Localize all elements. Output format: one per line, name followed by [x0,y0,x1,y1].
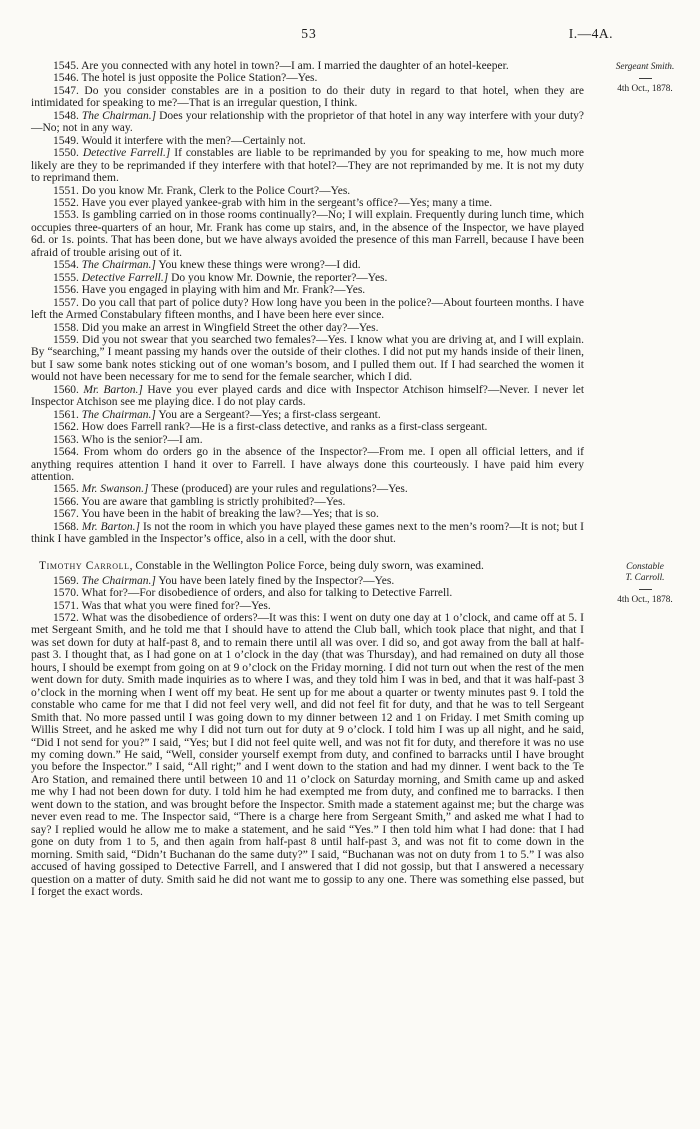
speaker-name: The Chairman.] [81,408,156,421]
testimony-paragraph [31,259,584,271]
question-number: 1566. [53,495,79,508]
testimony-paragraph [31,483,584,495]
margin-note-witness: T. Carroll. [625,572,665,583]
testimony-paragraph [31,272,584,284]
question-answer-text: From whom do orders go in the absence of the Inspector?—From me. I open all official letters, and if anything requires attention I hand it over to Farrell. I have always done this courteously. I have paid him every attention. [31,446,584,483]
speaker-name: Mr. Barton.] [81,520,140,533]
speaker-name: The Chairman.] [81,574,156,587]
question-answer-text: Do you know Mr. Frank, Clerk to the Police Court?—Yes. [81,184,351,197]
testimony-paragraph [31,600,584,612]
testimony-paragraph [31,284,584,296]
testimony-paragraph [31,434,584,446]
question-number: 1548. [53,109,79,122]
question-answer-text: Does your relationship with the proprietor of that hotel in any way interfere with your duty?—No; not in any way. [31,109,585,135]
question-answer-text: Did you not swear that you searched two females?—Yes. I know what you are driving at, and I will explain. By “searching,” I meant passing my hands over the outside of their clothes. I did not put my hands inside of their linen, but I saw some bank notes sticking out of one woman’s bosom, and I pulled them out. If I had searched the women it would not have been necessary for me to send for the female searcher, which I did. [31,333,585,384]
question-number: 1545. [53,60,79,72]
question-number: 1568. [53,520,79,533]
question-number: 1551. [53,184,79,197]
speaker-name: Detective Farrell.] [81,271,169,284]
question-number: 1560. [53,383,79,396]
witness-heading [31,560,584,573]
testimony-paragraph [31,147,584,184]
question-number: 1549. [53,134,79,147]
question-number: 1561. [53,408,79,421]
question-number: 1562. [53,421,79,434]
question-number: 1558. [53,321,79,334]
page-header [31,26,613,42]
question-answer-text: The hotel is just opposite the Police Station?—Yes. [81,72,318,85]
testimony-paragraph [31,446,584,483]
question-answer-text: What was the disobedience of orders?—It was this: I went on duty one day at 1 o’clock, and came off at 5. I met Sergeant Smith, and he told me that I should have to attend the Club ball, which took place that night, and that I was set down for duty at half-past 8, and to remain there until all was over. I did so, and got away from the ball at half-past 3. I thought that, as I had gone on at 1 o’clock in the day (that was Thursday), and had remained on duty all those hours, I should be exempt from going on at 9 o’clock on the Friday morning. I did not turn out when the rest of the men went down for duty. Smith made inquiries as to where I was, and they told him I was in bed, and that it was half-past 3 o’clock in the morning when I went off my beat. He sent up for me about a quarter or twenty minutes past 9. I told the constable who came for me that I did not feel very well, and did not feel fit for duty, and that he was to tell Sergeant Smith that. No more passed until I was going down to my dinner between 12 and 1 on Friday. I met Smith coming up Willis Street, and he asked me why I did not turn out for duty at 9 o’clock. I told him I was up all night, and he said, “Did I not send for you?” I said, “Yes; but I did not feel quite well, and was not fit for duty, and therefore it was no use my coming down.” He said, “Well, consider yourself exempt from duty, and confined to barracks until I have brought you before the Inspector.” I said, “All right;” and I went down to the station and had my dinner. I went back to the Te Aro Station, and remained there until between 10 and 11 o’clock on Saturday morning, and Smith came up and asked me why I had not been down for duty. I told him he had exempted me from duty, and confined me to barracks. I then went down to the station, and was brought before the Inspector. Smith made a statement against me; but the charge was never even read to me. The Inspector said, “There is a charge here from Sergeant Smith,” and asked me what I had to say? I replied would he allow me to make a statement, and he said “Yes.” I then told him what I had done: that I had gone on duty from 1 to 5, and then again from half-past 8 until half-past 3, and was not fit to come down in the morning. Smith said, “Didn’t Buchanan do the same duty?” I said, “Buchanan was not on duty from 1 to 5.” I was also accused of having gossiped to Detective Farrell, and I answered that I did not gossip, but that I answered a necessary question on a matter of duty. Smith said he did not want me to gossip to any one. There was something else passed, but I forget the exact words. [31,612,584,898]
testimony-section [31,559,673,899]
margin-note-date: 4th Oct., 1878. [617,594,673,605]
testimony-paragraph [31,612,584,898]
witness-heading-text: , Constable in the Wellington Police Force, being duly sworn, was examined. [129,559,484,572]
testimony-paragraph [31,575,584,587]
document-reference: I.—4A. [568,26,613,41]
testimony-paragraph [31,60,584,72]
question-answer-text: Have you ever played cards and dice with Inspector Atchison himself?—Never. I never let Inspector Atchison see me playing dice. I do not play cards. [31,383,585,409]
testimony-paragraph [31,110,584,135]
margin-note-date: 4th Oct., 1878. [617,84,673,94]
question-number: 1564. [53,446,79,459]
testimony-paragraph [31,587,584,599]
question-answer-text: You have been in the habit of breaking the law?—Yes; that is so. [81,508,379,521]
margin-note-rule [639,589,652,590]
testimony-paragraph [31,85,584,110]
margin-note-witness: Sergeant Smith. [615,62,675,72]
question-number: 1557. [53,296,79,309]
page-number: 53 [301,26,317,41]
question-answer-text: Are you connected with any hotel in town?—I am. I married the daughter of an hotel-keeper. [81,60,509,72]
testimony-paragraph [31,521,584,546]
question-answer-text: You have been lately fined by the Inspector?—Yes. [158,574,395,587]
testimony-paragraph [31,508,584,520]
testimony-paragraph [31,297,584,322]
question-number: 1559. [53,333,79,346]
text-column [31,60,675,898]
question-answer-text: Do you know Mr. Downie, the reporter?—Yes. [171,271,388,284]
question-number: 1565. [53,483,79,496]
margin-note [589,62,700,95]
question-number: 1547. [53,84,79,97]
question-number: 1569. [53,574,79,587]
speaker-name: The Chairman.] [81,109,157,122]
question-number: 1546. [53,72,79,85]
testimony-section [31,60,675,546]
testimony-paragraph [31,334,584,384]
testimony-paragraph [31,384,584,409]
question-answer-text: Have you ever played yankee-grab with him in the sergeant’s office?—Yes; many a time. [81,196,493,209]
question-answer-text: Would it interfere with the men?—Certainly not. [81,134,306,147]
question-number: 1571. [53,599,79,612]
question-answer-text: Did you make an arrest in Wingfield Street the other day?—Yes. [81,321,379,334]
question-number: 1553. [53,209,79,222]
question-answer-text: If constables are liable to be reprimanded by you for speaking to me, how much more likely are they to be reprimanded if they interfere with that hotel?—They are not reprimanded by me. It is not my duty to reprimand them. [31,147,585,185]
testimony-paragraph [31,197,584,209]
speaker-name: The Chairman.] [81,259,156,272]
question-number: 1555. [53,271,79,284]
question-number: 1554. [53,259,79,272]
testimony-paragraph [31,209,584,259]
margin-note-witness: Constable [626,561,664,572]
question-answer-text: How does Farrell rank?—He is a first-class detective, and ranks as a first-class sergeant. [81,421,488,434]
question-answer-text: You are aware that gambling is strictly prohibited?—Yes. [81,495,346,508]
question-answer-text: Was that what you were fined for?—Yes. [81,599,271,612]
testimony-paragraph [31,322,584,334]
question-answer-text: Who is the senior?—I am. [81,433,203,446]
question-number: 1550. [53,147,79,160]
question-answer-text: Is gambling carried on in those rooms continually?—No; I will explain. Frequently during lunch time, which occupies three-quarters of an hour, Mr. Frank has come up stairs, and, in the absence of the Inspector, we have played 6d. or 1s. points. That has been done, but we have always avoided the presence of this man Farrell, because I have been afraid of trouble arising out of it. [31,209,585,259]
speaker-name: Detective Farrell.] [82,147,171,160]
question-number: 1563. [53,433,79,446]
question-answer-text: You are a Sergeant?—Yes; a first-class sergeant. [158,408,381,421]
question-answer-text: You knew these things were wrong?—I did. [158,259,361,272]
question-answer-text: Is not the room in which you have played these games next to the men’s room?—It is not; but I think I have gambled in the Inspector’s office, also in a cell, with the door shut. [31,520,585,546]
margin-note [589,562,700,606]
testimony-paragraph [31,409,584,421]
question-answer-text: What for?—For disobedience of orders, and also for talking to Detective Farrell. [81,587,453,600]
speaker-name: Mr. Swanson.] [81,483,149,496]
question-answer-text: Do you consider constables are in a position to do their duty in regard to that hotel, when they are intimidated for speaking to me?—That is an irregular question, I think. [31,84,585,110]
question-answer-text: These (produced) are your rules and regulations?—Yes. [151,483,408,496]
margin-note-rule [639,78,652,79]
testimony-paragraph [31,72,584,84]
witness-name: Timothy Carroll [39,559,130,572]
testimony-paragraph [31,496,584,508]
question-number: 1570. [53,587,79,600]
testimony-paragraph [31,185,584,197]
testimony-paragraph [31,135,584,147]
question-number: 1556. [53,284,79,297]
question-number: 1567. [53,508,79,521]
question-number: 1552. [53,196,79,209]
question-answer-text: Have you engaged in playing with him and Mr. Frank?—Yes. [81,284,366,297]
speaker-name: Mr. Barton.] [83,383,143,396]
testimony-paragraph [31,421,584,433]
question-answer-text: Do you call that part of police duty? How long have you been in the police?—About fourteen months. I have left the Armed Constabulary fifteen months, and I have been here ever since. [31,296,585,322]
question-number: 1572. [53,612,79,625]
